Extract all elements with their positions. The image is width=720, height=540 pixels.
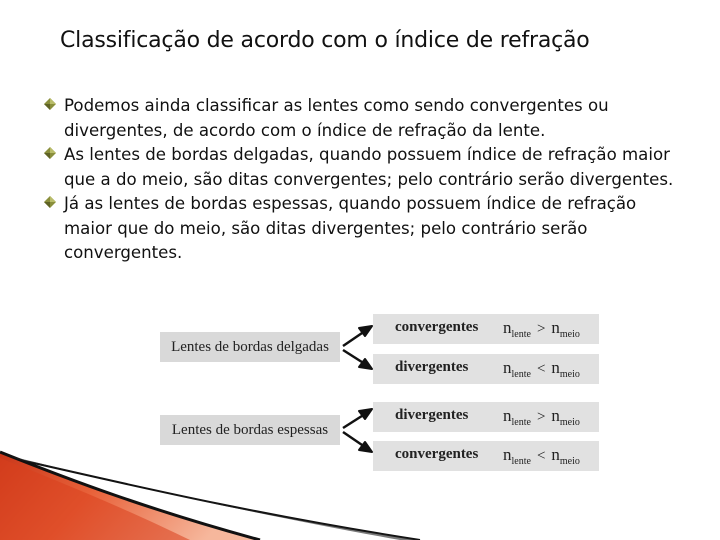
result-name: convergentes: [395, 319, 479, 335]
group-label-delgadas: Lentes de bordas delgadas: [160, 332, 340, 362]
bullet-item: [44, 143, 684, 192]
formula-operator: >: [536, 409, 546, 425]
formula-operator: <: [536, 361, 546, 377]
decorative-corner-swoosh: [0, 440, 720, 540]
bullet-item: [44, 94, 684, 143]
diamond-bullet-icon: [44, 98, 56, 110]
result-box: [373, 314, 599, 344]
result-name: convergentes: [395, 446, 479, 462]
formula-right-sub: meio: [559, 417, 580, 428]
formula-n: n: [551, 445, 560, 464]
formula-n: n: [551, 406, 560, 425]
diamond-bullet-icon: [44, 196, 56, 208]
bullet-list: [44, 94, 684, 266]
formula-operator: <: [536, 448, 546, 464]
formula-n: n: [551, 358, 560, 377]
result-box: [373, 354, 599, 384]
bullet-text: Já as lentes de bordas espessas, quando possuem índice de refração maior que do meio, são ditas divergentes; pelo contrário serão convergentes.: [64, 194, 637, 262]
formula-right-sub: meio: [559, 456, 580, 467]
result-name: divergentes: [395, 407, 469, 423]
result-box: [373, 402, 599, 432]
formula-left-sub: lente: [511, 456, 531, 467]
formula-right-sub: meio: [559, 329, 580, 340]
group-label-espessas: Lentes de bordas espessas: [160, 415, 340, 445]
diamond-bullet-icon: [44, 147, 56, 159]
result-name: divergentes: [395, 359, 469, 375]
formula-n: n: [503, 445, 512, 464]
formula-n: n: [551, 318, 560, 337]
formula-left-sub: lente: [511, 369, 531, 380]
refraction-formula: [503, 318, 580, 340]
formula-left-sub: lente: [511, 329, 531, 340]
formula-left-sub: lente: [511, 417, 531, 428]
formula-n: n: [503, 358, 512, 377]
bullet-item: [44, 192, 684, 266]
formula-operator: >: [536, 321, 546, 337]
slide-title: Classificação de acordo com o índice de refração: [60, 28, 590, 53]
bullet-text: As lentes de bordas delgadas, quando possuem índice de refração maior que a do meio, são ditas convergentes; pelo contrário serão divergentes.: [64, 145, 674, 189]
refraction-formula: [503, 406, 580, 428]
refraction-formula: [503, 358, 580, 380]
formula-n: n: [503, 318, 512, 337]
bullet-text: Podemos ainda classificar as lentes como sendo convergentes ou divergentes, de acordo com o índice de refração da lente.: [64, 96, 609, 140]
formula-right-sub: meio: [559, 369, 580, 380]
formula-n: n: [503, 406, 512, 425]
